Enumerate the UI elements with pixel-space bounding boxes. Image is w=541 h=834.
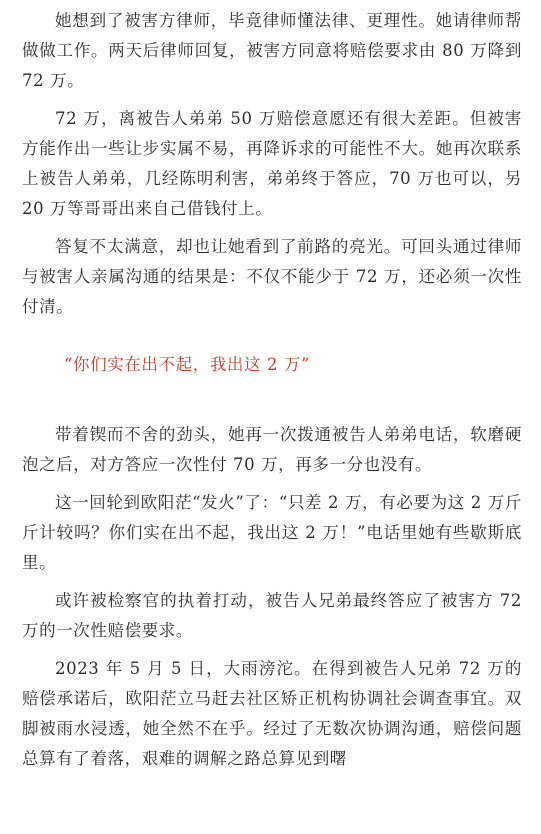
paragraph-amount-gap: 72 万，离被告人弟弟 50 万赔偿意愿还有很大差距。但被害方能作出一些让步实属不易，再降诉求的可能性不大。她再次联系上被告人弟弟，几经陈明利害，弟弟终于答应，70 万也可以，另 20 万等哥哥出来自己借钱付上。 (22, 109, 522, 218)
paragraph-reply: 答复不太满意，却也让她看到了前路的亮光。可回头通过律师与被害人亲属沟通的结果是：不仅不能少于 72 万，还必须一次性付清。 (22, 237, 522, 316)
section-subheading: “你们实在出不起，我出这 2 万” (64, 355, 311, 374)
paragraph-outburst: 这一回轮到欧阳茫“发火”了：“只差 2 万，有必要为这 2 万斤斤计较吗？你们实在出不起，我出这 2 万！”电话里她有些歇斯底里。 (22, 493, 522, 572)
article-body (22, 6, 522, 782)
paragraph-rainy-day: 2023 年 5 月 5 日，大雨滂沱。在得到被告人兄弟 72 万的赔偿承诺后，欧阳茫立马赶去社区矫正机构协调社会调查事宜。双脚被雨水浸透，她全然不在乎。经过了无数次协调沟通，赔偿问题总算有了着落，艰难的调解之路总算见到曙 (22, 659, 522, 768)
paragraph-lawyer-contact: 她想到了被害方律师，毕竟律师懂法律、更理性。她请律师帮做做工作。两天后律师回复，被害方同意将赔偿要求由 80 万降到 72 万。 (22, 11, 522, 90)
paragraph-persistence: 带着锲而不舍的劲头，她再一次拨通被告人弟弟电话，软磨硬泡之后，对方答应一次性付 70 万，再多一分也没有。 (22, 425, 522, 474)
paragraph-agreement: 或许被检察官的执着打动，被告人兄弟最终答应了被害方 72 万的一次性赔偿要求。 (22, 591, 522, 640)
